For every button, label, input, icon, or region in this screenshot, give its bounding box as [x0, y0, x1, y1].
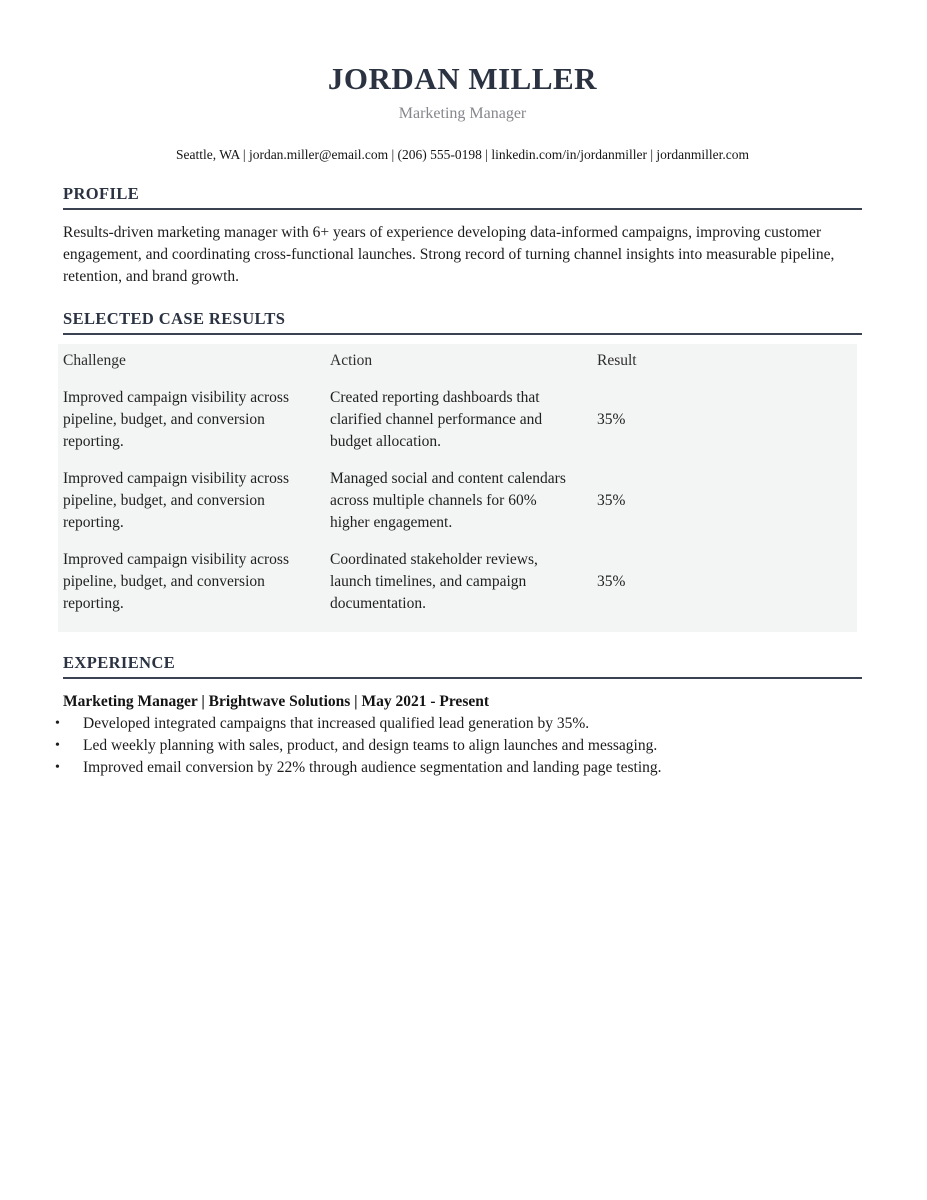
- experience-bullet: • Improved email conversion by 22% through audience segmentation and landing page testing.: [63, 757, 862, 779]
- contact-line: Seattle, WA | jordan.miller@email.com | (206) 555-0198 | linkedin.com/in/jordanmiller | jordanmiller.com: [176, 147, 749, 162]
- experience-heading: EXPERIENCE: [63, 653, 176, 672]
- experience-bullet-list: [63, 713, 862, 779]
- cell-challenge: Improved campaign visibility across pipeline, budget, and conversion reporting.: [63, 551, 289, 612]
- cell-result: 35%: [597, 411, 626, 428]
- cell-action: Managed social and content calendars across multiple channels for 60% higher engagement.: [330, 470, 566, 531]
- column-header-action: Action: [330, 352, 373, 369]
- cell-challenge: Improved campaign visibility across pipeline, budget, and conversion reporting.: [63, 389, 289, 450]
- section-experience: [63, 653, 862, 779]
- job-title-line: Marketing Manager | Brightwave Solutions | May 2021 - Present: [63, 693, 490, 710]
- cell-result: 35%: [597, 573, 626, 590]
- cell-challenge: Improved campaign visibility across pipeline, budget, and conversion reporting.: [63, 470, 289, 531]
- candidate-title: Marketing Manager: [398, 105, 527, 122]
- experience-bullet: • Led weekly planning with sales, product, and design teams to align launches and messaging.: [63, 735, 862, 757]
- experience-bullet: • Developed integrated campaigns that increased qualified lead generation by 35%.: [63, 713, 862, 735]
- section-profile: [63, 184, 862, 288]
- cell-action: Created reporting dashboards that clarified channel performance and budget allocation.: [330, 389, 543, 450]
- case-results-table: [58, 344, 857, 632]
- column-header-challenge: Challenge: [63, 352, 126, 369]
- profile-heading: PROFILE: [63, 184, 140, 203]
- section-case-results: [63, 309, 862, 632]
- profile-rule: [63, 208, 862, 210]
- table-row: [63, 387, 857, 453]
- cell-result: 35%: [597, 492, 626, 509]
- experience-rule: [63, 677, 862, 679]
- cell-action: Coordinated stakeholder reviews, launch timelines, and campaign documentation.: [330, 551, 538, 612]
- table-row: [63, 549, 857, 615]
- case-results-heading: SELECTED CASE RESULTS: [63, 309, 286, 328]
- resume-content: [63, 62, 862, 779]
- candidate-name: JORDAN MILLER: [327, 61, 598, 96]
- table-header-row: [63, 350, 857, 372]
- column-header-result: Result: [597, 352, 637, 369]
- resume-header: [63, 62, 862, 163]
- case-results-rule: [63, 333, 862, 335]
- table-row: [63, 468, 857, 534]
- profile-summary: Results-driven marketing manager with 6+ years of experience developing data-informed campaigns, improving customer engagement, and coordinating cross-functional launches. Strong record of turning channel insights into measurable pipeline, retention, and brand growth.: [63, 224, 835, 285]
